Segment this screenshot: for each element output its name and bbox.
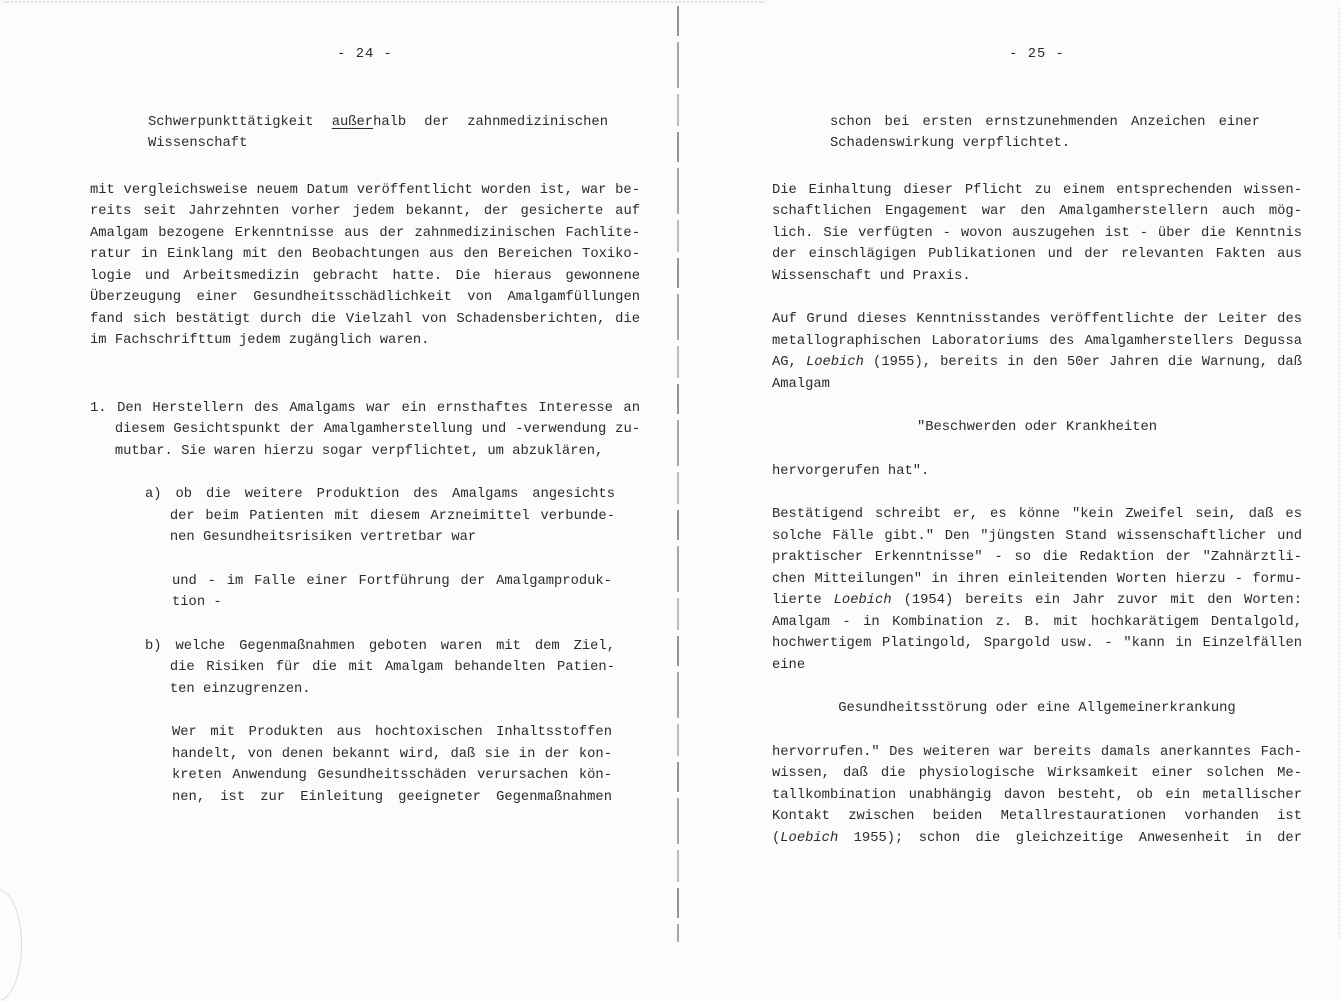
text-line — [90, 330, 640, 352]
text-segment: Bestätigend schreibt er, es könne "kein Zweifel sein, daß es — [772, 507, 1302, 522]
text-segment: reits seit Jahrzehnten vorher jedem bekannt, der gesicherte auf — [90, 204, 640, 219]
text-line — [172, 592, 612, 614]
text-line — [772, 309, 1302, 331]
text-segment: schon bei ersten ernstzunehmenden Anzeichen einer — [830, 114, 1260, 130]
text-segment: Amalgam — [772, 376, 830, 392]
text-line — [772, 785, 1302, 807]
paragraph-3 — [772, 309, 1302, 395]
text-segment: nen, ist zur Einleitung geeigneter Gegenmaßnahmen — [172, 789, 612, 805]
text-line — [172, 765, 612, 787]
paragraph-1 — [90, 180, 640, 352]
text-segment: Wissenschaft und Praxis. — [772, 268, 971, 284]
paragraph-4 — [772, 504, 1302, 676]
text-segment: nen Gesundheitsrisiken vertretbar war — [169, 530, 477, 545]
text-segment: Schwerpunkttätigkeit — [148, 114, 332, 130]
text-segment: handelt, von denen bekannt wird, daß sie in der kon- — [172, 746, 612, 762]
text-segment: im Fachschrifttum jedem zugänglich waren. — [90, 333, 430, 348]
text-segment: und - im Falle einer Fortführung der Amalgamproduk- — [172, 573, 612, 589]
text-line — [772, 331, 1302, 353]
text-line — [90, 309, 640, 331]
text-line — [772, 180, 1302, 202]
text-line — [772, 374, 1302, 396]
text-segment: eine — [772, 657, 806, 673]
text-line — [772, 461, 1302, 483]
page-24-content — [90, 112, 640, 809]
text-line — [772, 201, 1302, 223]
text-segment: Wer mit Produkten aus hochtoxischen Inhaltsstoffen — [172, 725, 612, 740]
text-line — [830, 112, 1260, 134]
text-segment: logie und Arbeitsmedizin gebracht hatte. Die hieraus gewonnene — [90, 268, 640, 284]
text-line — [148, 112, 608, 134]
text-line — [772, 266, 1302, 288]
text-line — [772, 742, 1302, 764]
text-line — [170, 506, 615, 528]
text-segment: Auf Grund dieses Kenntnisstandes veröffentlichte der Leiter des — [772, 312, 1302, 327]
text-line — [148, 133, 608, 155]
page-24 — [90, 0, 640, 808]
text-segment: ( — [772, 830, 781, 846]
text-segment: hervorrufen." Des weiteren war bereits damals anerkanntes Fach- — [772, 744, 1302, 760]
text-line — [772, 763, 1302, 785]
text-segment: Kontakt zwischen beiden Metallrestaurationen vorhanden ist — [772, 809, 1302, 824]
text-line — [90, 180, 640, 202]
text-segment: Überzeugung einer Gesundheitsschädlichkeit von Amalgamfüllungen — [90, 290, 640, 305]
text-segment: kreten Anwendung Gesundheitsschäden verursachen kön- — [172, 768, 612, 783]
text-segment: ten einzugrenzen. — [169, 681, 311, 697]
italic-author-name: Loebich — [780, 830, 839, 846]
text-line — [772, 352, 1302, 374]
page-number-right: - 25 - — [1009, 47, 1065, 62]
section-heading — [148, 112, 608, 155]
page-fold-divider — [677, 6, 679, 942]
block-quote-1 — [772, 417, 1302, 439]
text-segment: wissen, daß die physiologische Wirksamkeit einer solchen Me- — [772, 766, 1302, 781]
text-line — [90, 398, 640, 420]
text-segment: diesem Gesichtspunkt der Amalgamherstellung und -verwendung zu- — [114, 422, 640, 437]
quote-continuation-1 — [772, 461, 1302, 483]
text-segment: chen Mitteilungen" in ihren einleitenden Worten hierzu - formu- — [772, 571, 1302, 587]
text-segment: fand sich bestätigt durch die Vielzahl von Schadensberichten, die — [90, 311, 640, 327]
text-line — [772, 828, 1302, 850]
text-line — [90, 201, 640, 223]
paragraph-2 — [772, 180, 1302, 288]
italic-author-name: Loebich — [805, 355, 864, 370]
text-line — [170, 527, 615, 549]
text-line — [772, 526, 1302, 548]
text-segment: hervorgerufen hat". — [772, 463, 930, 479]
text-segment: solche Fälle gibt." Den "jüngsten Stand wissenschaftlicher und — [772, 528, 1302, 544]
text-segment: 1. Den Herstellern des Amalgams war ein ernsthaftes Interesse an — [90, 400, 640, 416]
text-line — [90, 223, 640, 245]
text-line — [772, 569, 1302, 591]
text-segment: lich. Sie verfügten - wovon auszugehen ist - über die Kenntnis — [772, 225, 1302, 241]
underlined-text: außer — [331, 114, 374, 130]
italic-author-name: Loebich — [833, 593, 892, 608]
text-line — [772, 504, 1302, 526]
sub-item-a-continuation — [172, 571, 612, 614]
text-line — [172, 787, 612, 809]
text-line — [170, 657, 615, 679]
text-segment: Wissenschaft — [148, 136, 248, 151]
page-number-left: - 24 - — [337, 47, 393, 62]
text-segment: ratur in Einklang mit den Beobachtungen aus den Bereichen Toxiko- — [90, 247, 640, 262]
text-segment: der beim Patienten mit diesem Arzneimittel verbunde- — [169, 508, 615, 524]
text-segment: mit vergleichsweise neuem Datum veröffentlicht worden ist, war be- — [90, 182, 640, 198]
text-line — [90, 244, 640, 266]
text-line — [772, 223, 1302, 245]
text-segment: lierte — [772, 593, 834, 608]
text-segment: metallographischen Laboratoriums des Amalgamherstellers Degussa — [772, 333, 1302, 349]
sub-paragraph — [172, 722, 612, 808]
text-line — [830, 133, 1260, 155]
page-25-content — [772, 112, 1302, 850]
text-line — [772, 547, 1302, 569]
text-segment: (1955), bereits in den 50er Jahren die Warnung, daß — [863, 355, 1302, 370]
text-line — [172, 722, 612, 744]
text-line — [772, 244, 1302, 266]
text-line — [172, 571, 612, 593]
sub-item-b — [145, 636, 615, 701]
text-line — [772, 698, 1302, 720]
text-segment: tallkombination unabhängig davon besteht, ob ein metallischer — [772, 787, 1302, 803]
text-segment: b) welche Gegenmaßnahmen geboten waren mit dem Ziel, — [145, 638, 615, 654]
page-25 — [772, 0, 1302, 849]
text-segment: Gesundheitsstörung oder eine Allgemeinerkrankung — [838, 701, 1236, 716]
text-segment: praktischer Erkenntnisse" - so die Redaktion der "Zahnärztli- — [772, 550, 1302, 565]
text-segment: "Beschwerden oder Krankheiten — [916, 420, 1158, 435]
text-segment: AG, — [772, 355, 806, 370]
paragraph-5 — [772, 742, 1302, 850]
text-line — [115, 419, 640, 441]
text-segment: schaftlichen Engagement war den Amalgamherstellern auch mög- — [772, 204, 1302, 219]
text-segment: hochwertigem Platingold, Spargold usw. - "kann in Einzelfällen — [772, 636, 1302, 651]
text-segment: der einschlägigen Publikationen und der relevanten Fakten aus — [772, 247, 1302, 262]
text-line — [772, 590, 1302, 612]
text-line — [172, 744, 612, 766]
text-line — [772, 612, 1302, 634]
text-line — [772, 806, 1302, 828]
text-segment: a) ob die weitere Produktion des Amalgams angesichts — [145, 487, 615, 502]
text-line — [772, 633, 1302, 655]
text-segment: Amalgam - in Kombination z. B. mit hochkarätigem Dentalgold, — [772, 614, 1302, 630]
text-line — [90, 266, 640, 288]
text-line — [170, 679, 615, 701]
continuation-indent — [830, 112, 1260, 155]
text-line — [772, 417, 1302, 439]
list-item-1 — [90, 398, 640, 463]
text-segment: halb der zahnmedizinischen — [373, 114, 608, 130]
text-segment: Schadenswirkung verpflichtet. — [830, 136, 1071, 151]
text-line — [115, 441, 640, 463]
text-segment: (1954) bereits ein Jahr zuvor mit den Worten: — [891, 593, 1302, 608]
text-segment: 1955); schon die gleichzeitige Anwesenheit in der — [838, 830, 1302, 846]
scan-artifact-right-edge — [1338, 8, 1340, 938]
scan-artifact-corner — [0, 889, 22, 1001]
text-line — [772, 655, 1302, 677]
text-line — [145, 484, 615, 506]
text-segment: tion - — [172, 595, 222, 610]
text-line — [90, 287, 640, 309]
sub-item-a — [145, 484, 615, 549]
text-line — [145, 636, 615, 658]
text-segment: mutbar. Sie waren hierzu sogar verpflichtet, um abzuklären, — [114, 443, 604, 459]
text-segment: Amalgam bezogene Erkenntnisse aus der zahnmedizinischen Fachlite- — [90, 225, 640, 241]
text-segment: Die Einhaltung dieser Pflicht zu einem entsprechenden wissen- — [772, 182, 1302, 198]
text-segment: die Risiken für die mit Amalgam behandelten Patien- — [169, 660, 615, 675]
block-quote-2 — [772, 698, 1302, 720]
